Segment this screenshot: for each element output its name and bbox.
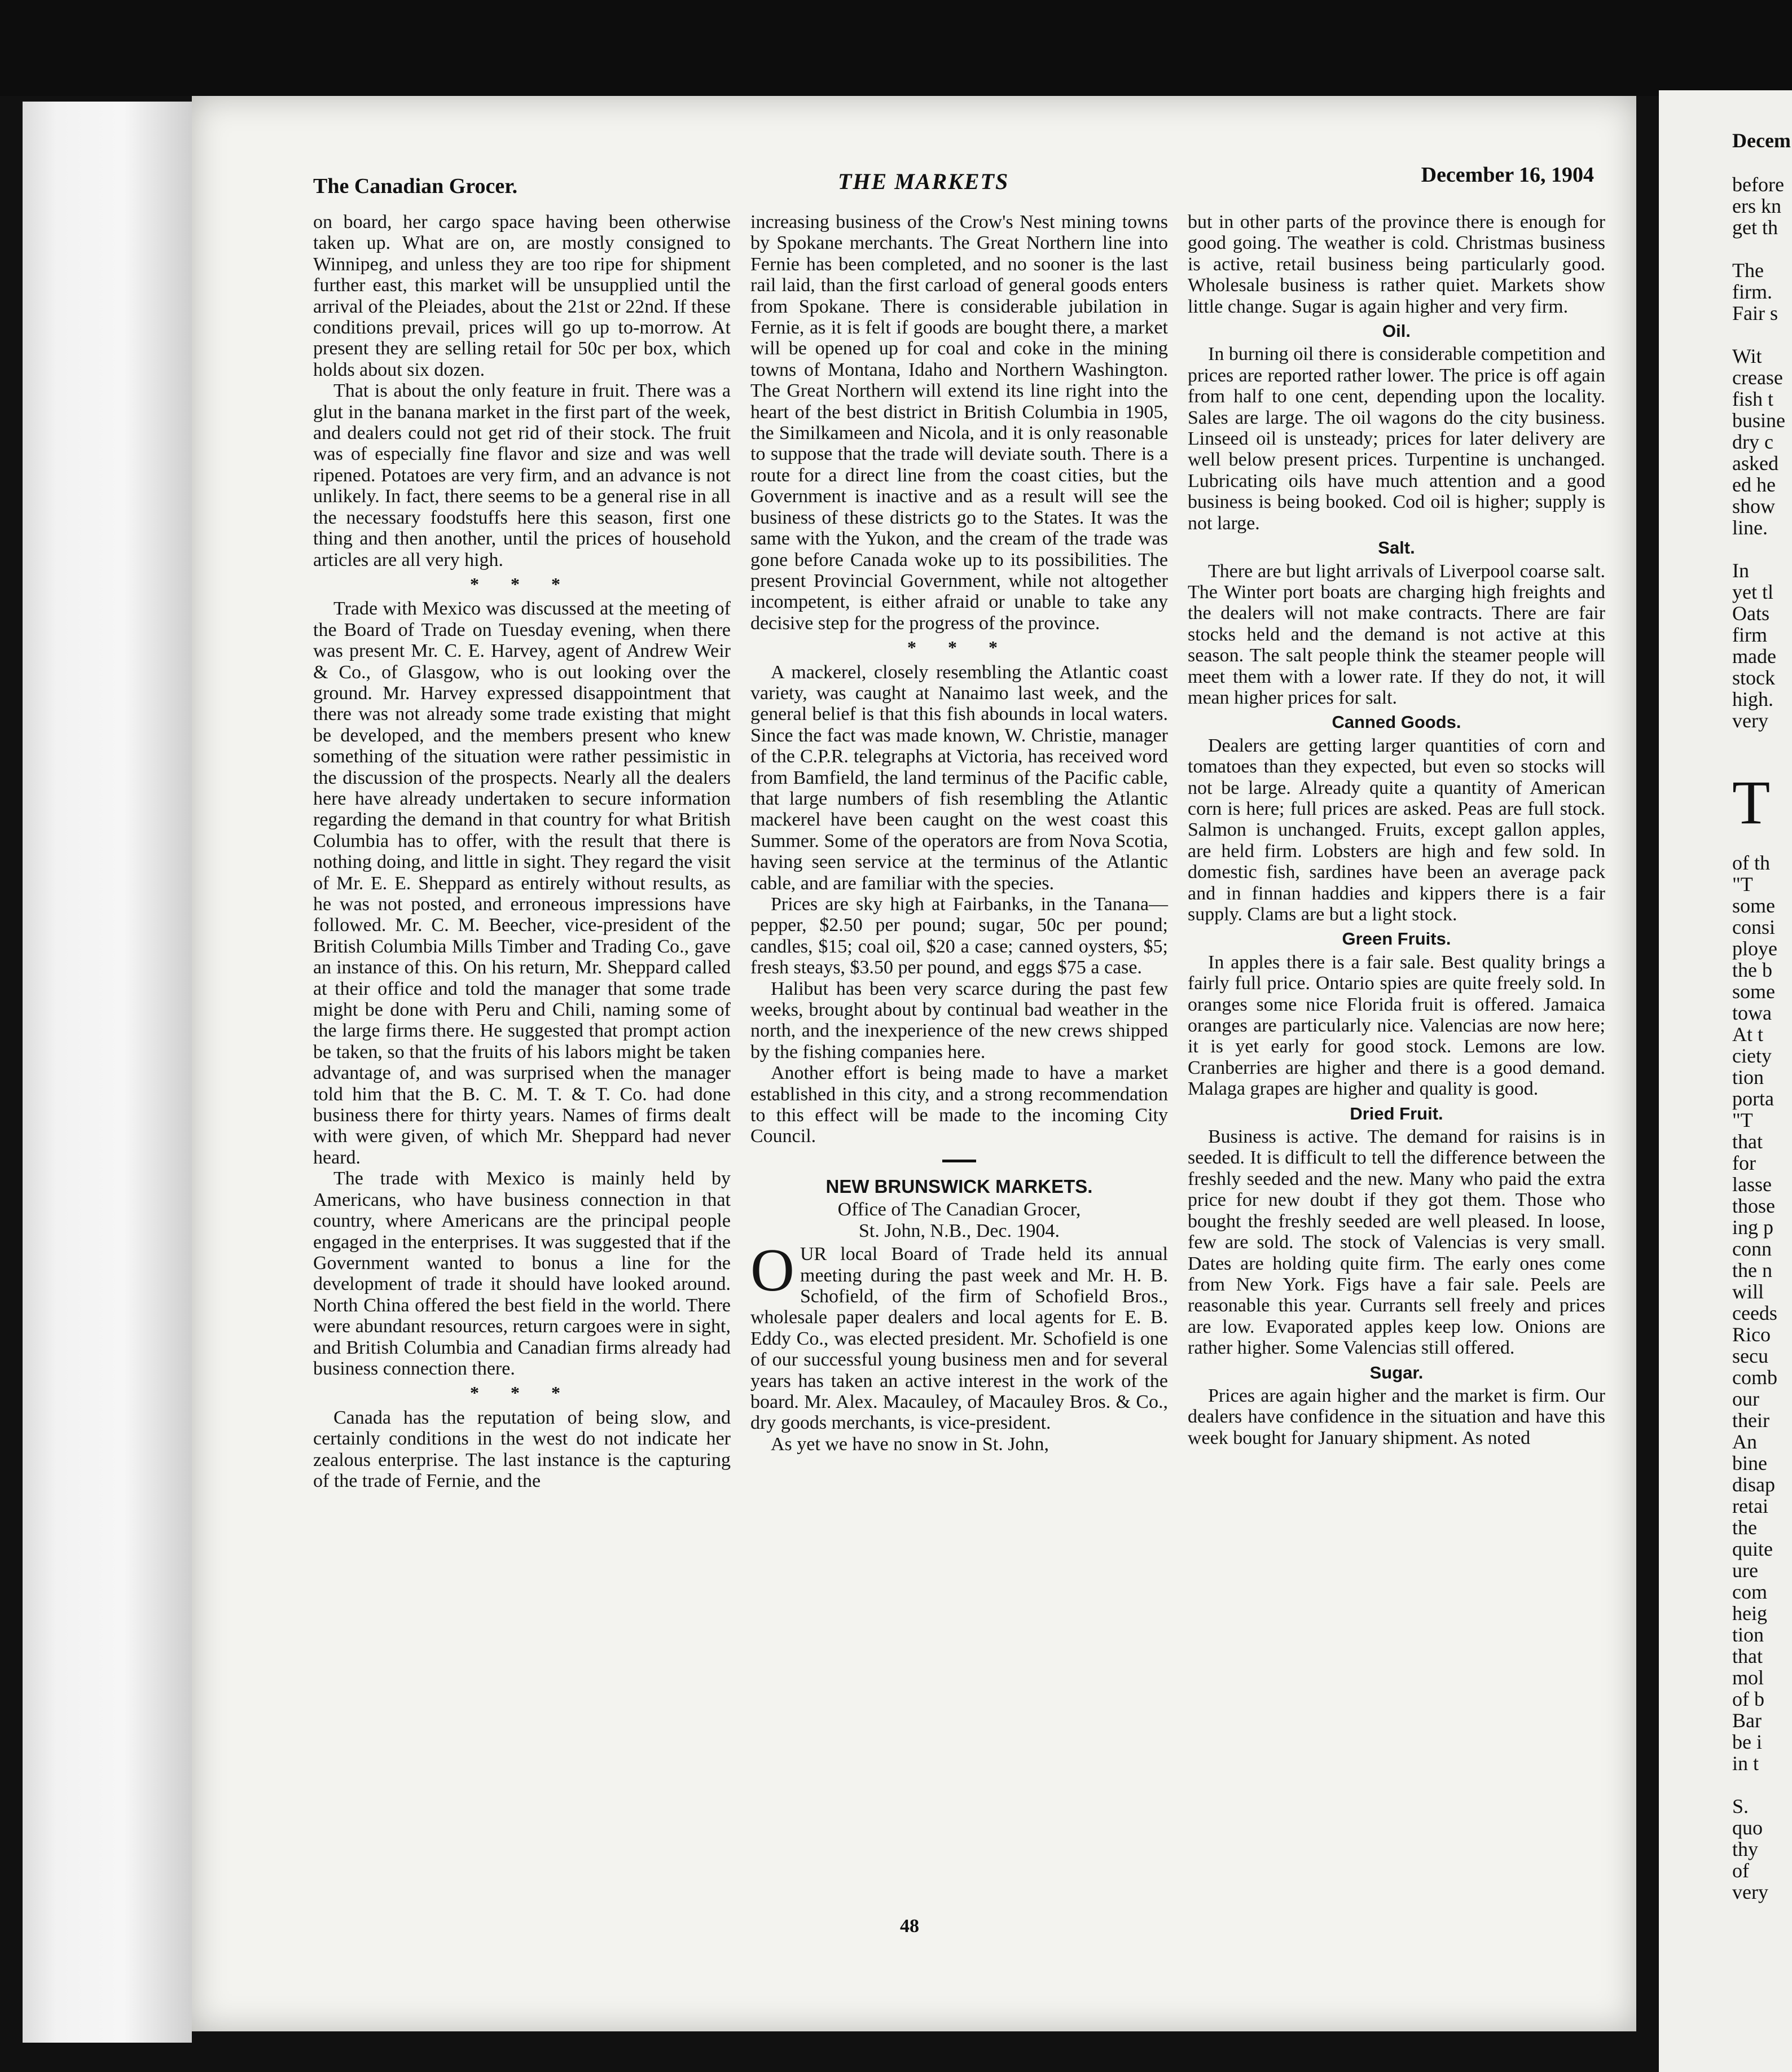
subhead-canned-goods: Canned Goods. <box>1332 712 1461 732</box>
adjacent-line: secu <box>1732 1345 1768 1367</box>
adjacent-line: "T <box>1732 1109 1753 1131</box>
adjacent-line: the <box>1732 1516 1757 1539</box>
adjacent-line: T <box>1732 768 1771 837</box>
paragraph: Halibut has been very scarce during the past few weeks, brought about by continual bad weather in the north, and the inexperience of the new crews shipped by the fishing companies here. <box>750 978 1168 1063</box>
adjacent-line: asked <box>1732 452 1778 475</box>
section-divider: * * * <box>470 1382 574 1403</box>
subhead-dried-fruit: Dried Fruit. <box>1350 1103 1443 1123</box>
adjacent-line: of b <box>1732 1688 1764 1710</box>
adjacent-line: ing p <box>1732 1216 1774 1239</box>
adjacent-line: quo <box>1732 1816 1763 1839</box>
paragraph: A mackerel, closely resembling the Atlantic coast variety, was caught at Nanaimo last week, and the general belief is that this fish abounds in local waters. Since the fact was made known, W. Christie, manager of the C.P.R. telegraphs at Victoria, has received word from Bamfield, the land terminus of the Pacific cable, that large numbers of fish resembling the Atlantic mackerel have been caught on the west coast this Summer. Some of the operators are from Nova Scotia, having seen service at the terminus of the Atlantic cable, and are familiar with the species. <box>750 661 1168 894</box>
adjacent-line: tion <box>1732 1066 1764 1088</box>
publication-name: The Canadian Grocer. <box>313 174 518 198</box>
paragraph: Canada has the reputation of being slow, and certainly conditions in the west do not indicate her zealous enterprise. The last instance is the capturing of the trade of Fernie, and the <box>313 1407 731 1491</box>
adjacent-line: made <box>1732 645 1776 668</box>
adjacent-line: ceeds <box>1732 1302 1777 1324</box>
adjacent-line: dry c <box>1732 431 1773 453</box>
paragraph: but in other parts of the province there is enough for good going. The weather is cold. Christmas business is active, retail business being particularly good. Wholesale business is rather quiet. Markets show little change. Sugar is again higher and very firm. <box>1188 212 1605 317</box>
subhead-oil: Oil. <box>1382 321 1411 341</box>
subhead-salt: Salt. <box>1378 538 1415 558</box>
adjacent-line: line. <box>1732 516 1768 539</box>
adjacent-line: some <box>1732 894 1775 917</box>
page-header <box>313 163 1594 202</box>
newspaper-page <box>192 96 1636 2031</box>
paragraph: That is about the only feature in fruit. There was a glut in the banana market in the first part of the week, and dealers could not get rid of their stock. The fruit was of especially fine flavor and size and was well ripened. Potatoes are very firm, and an advance is not unlikely. In fact, there seems to be a general rise in all the necessary foodstuffs here this season, first one thing and then another, until the prices of household articles are all very high. <box>313 380 731 570</box>
adjacent-line: of th <box>1732 851 1770 874</box>
adjacent-line: ure <box>1732 1559 1758 1582</box>
paragraph: There are but light arrivals of Liverpool coarse salt. The Winter port boats are charging high freights and the dealers will not make contracts. There are fair stocks held and the demand is not active at this season. The salt people think the steamer people will meet them with a lower rate. If they do not, it will mean higher prices for salt. <box>1188 560 1605 708</box>
adjacent-line: those <box>1732 1195 1775 1217</box>
paragraph: Another effort is being made to have a market established in this city, and a strong recommendation to this effect will be made to the incoming City Council. <box>750 1063 1168 1147</box>
paragraph: on board, her cargo space having been otherwise taken up. What are on, are mostly consigned to Winnipeg, and unless they are too ripe for shipment further east, this market will be unsupplied until the arrival of the Pleiades, about the 21st or 22nd. If these conditions prevail, prices will go up to-morrow. At present they are selling retail for 50c per box, which holds about six dozen. <box>313 212 731 380</box>
adjacent-line: crease <box>1732 366 1783 389</box>
adjacent-line: ploye <box>1732 937 1777 960</box>
paragraph: In apples there is a fair sale. Best quality brings a fairly full price. Ontario spies are quite freely sold. In oranges some nice Florida fruit is offered. Jamaica oranges are particularly nice. Valencias are now here; it is yet early for good stock. Lemons are low. Cranberries are higher and there is a good demand. Malaga grapes are higher and quality is good. <box>1188 951 1605 1100</box>
dateline-place: St. John, N.B., Dec. 1904. <box>858 1220 1060 1241</box>
paragraph: Trade with Mexico was discussed at the meeting of the Board of Trade on Tuesday evening, when there was present Mr. C. E. Harvey, agent of Andrew Weir & Co., of Glasgow, who is out looking over the ground. Mr. Harvey expressed disappointment that there was not already some trade existing that might be developed, and the members present who knew something of the situation were rather pessimistic in the discussion of the prospects. Nearly all the dealers here have already undertaken to secure information regarding the demand in that country for what British Columbia has to offer, with the result that there is nothing doing, and little in sight. They regard the visit of Mr. E. E. Sheppard as entirely without results, as he was not posted, and erroneous impressions have followed. Mr. C. M. Beecher, vice-president of the British Columbia Mills Timber and Trading Co., gave an instance of this. On his return, Mr. Sheppard called at their office and told the manager that some trade might be done with Peru and Chili, naming some of the large firms there. He suggested that prompt action be taken, so that the fruits of his labors might be taken advantage of, and was surprised when the manager told him that the B. C. M. T. & T. Co. had done business there for thirty years. Names of firms dealt with were given, of which Mr. Sheppard had never heard. <box>313 598 731 1168</box>
scan-background-top <box>0 0 1792 96</box>
column-3 <box>1188 212 1605 1448</box>
adjacent-page-lines <box>1659 151 1792 1903</box>
subhead-sugar: Sugar. <box>1369 1362 1424 1382</box>
adjacent-line: ciety <box>1732 1044 1772 1067</box>
adjacent-line: very <box>1732 1881 1768 1903</box>
adjacent-line: for <box>1732 1152 1756 1174</box>
adjacent-line <box>1659 324 1792 345</box>
adjacent-line: "T <box>1732 873 1753 895</box>
adjacent-line: ed he <box>1732 473 1776 496</box>
paragraph: increasing business of the Crow's Nest mining towns by Spokane merchants. The Great Northern line into Fernie has been completed, and no sooner is the last rail laid, than the first carload of general goods enters from Spokane. There is considerable jubilation in Fernie, as it is felt if goods are bought there, a market will be opened up for coal and coke in the mining towns of Montana, Idaho and Northern Washington. The Great Northern will extend its line right into the heart of the best district in British Columbia in 1905, the Similkameen and Nicola, and it is only reasonable to suppose that the trade will deviate south. There is a route for a direct line from the coast cities, but the Government is inactive and as a result will see the business of these districts go to the States. It was the same with the Yukon, and the cream of the trade was gone before Canada woke up to its possibilities. The present Provincial Government, while not altogether incompetent, is either afraid or unable to take any decisive step for the progress of the province. <box>750 212 1168 634</box>
paragraph: In burning oil there is considerable competition and prices are reported rather lower. The price is off again from half to one cent, depending upon the locality. Sales are large. The oil wagons do the city business. Linseed oil is unsteady; prices for later delivery are well below present prices. Turpentine is unchanged. Lubricating oils have much attention and a good business is being booked. Cod oil is higher; supply is not large. <box>1188 344 1605 534</box>
adjacent-line: our <box>1732 1388 1759 1410</box>
adjacent-line: very <box>1732 709 1768 732</box>
adjacent-line: their <box>1732 1409 1769 1432</box>
section-title: THE MARKETS <box>838 169 1009 194</box>
adjacent-line: that <box>1732 1130 1763 1153</box>
adjacent-line: get th <box>1732 216 1778 239</box>
adjacent-line: com <box>1732 1581 1767 1603</box>
paragraph: UR local Board of Trade held its annual meeting during the past week and Mr. H. B. Schofield, of the firm of Schofield Bros., wholesale paper dealers and local agents for E. B. Eddy Co., was elected president. Mr. Schofield is one of our successful young business men and for several years has taken an active interest in the work of the board. Mr. Alex. Macauley, of Macauley Bros. & Co., dry goods merchants, is vice-president. <box>750 1244 1168 1434</box>
drop-cap: O <box>750 1237 794 1305</box>
issue-date: December 16, 1904 <box>1421 163 1594 187</box>
paragraph: Business is active. The demand for raisins is in seeded. It is difficult to tell the difference between the freshly seeded and the new. Many who paid the extra price for new doubt if they got them. Those who bought the freshly seeded are well pleased. In loose, few are sold. The stock of Valencias is very small. Dates are holding quite firm. The early ones come from New York. Figs have a fair sale. Peels are reasonable this year. Currants sell freely and prices are low. Evaporated apples keep low. Onions are rather higher. Some Valencias still offered. <box>1188 1126 1605 1359</box>
adjacent-line: S. <box>1732 1795 1749 1818</box>
adjacent-line: Bar <box>1732 1709 1762 1732</box>
adjacent-line: the n <box>1732 1259 1772 1281</box>
adjacent-line: Rico <box>1732 1323 1771 1346</box>
adjacent-line: conn <box>1732 1237 1772 1260</box>
adjacent-line: of <box>1732 1859 1749 1882</box>
adjacent-line: yet tl <box>1732 581 1773 603</box>
adjacent-line: comb <box>1732 1366 1777 1389</box>
adjacent-line: ers kn <box>1732 195 1781 217</box>
adjacent-line <box>1659 538 1792 560</box>
adjacent-line: that <box>1732 1645 1763 1667</box>
adjacent-line: fish t <box>1732 388 1774 410</box>
article-headline: NEW BRUNSWICK MARKETS. <box>825 1175 1093 1197</box>
adjacent-line: some <box>1732 980 1775 1003</box>
adjacent-line <box>1659 238 1792 260</box>
column-1 <box>313 212 731 1491</box>
section-divider: * * * <box>470 573 574 594</box>
paragraph: Prices are again higher and the market is firm. Our dealers have confidence in the situation and have this week bought for January shipment. As noted <box>1188 1385 1605 1448</box>
adjacent-page-fragment <box>1659 90 1792 2072</box>
adjacent-line: lasse <box>1732 1173 1772 1196</box>
adjacent-line: will <box>1732 1280 1764 1303</box>
adjacent-line <box>1659 753 1792 774</box>
adjacent-line: tion <box>1732 1623 1764 1646</box>
page-number: 48 <box>900 1916 919 1937</box>
paragraph: Prices are sky high at Fairbanks, in the Tanana—pepper, $2.50 per pound; sugar, 50c per pound; candles, $15; coal oil, $20 a case; canned oysters, $5; fresh steays, $3.50 per pound, and eggs $75 a case. <box>750 894 1168 978</box>
subhead-green-fruits: Green Fruits. <box>1342 929 1451 949</box>
section-divider: * * * <box>907 637 1011 658</box>
adjacent-line: mol <box>1732 1666 1764 1689</box>
book-page-edge <box>23 102 192 2043</box>
adjacent-line: towa <box>1732 1002 1772 1024</box>
adjacent-line: porta <box>1732 1087 1774 1110</box>
adjacent-line: in t <box>1732 1752 1759 1775</box>
adjacent-line: consi <box>1732 916 1775 938</box>
adjacent-line: the b <box>1732 959 1772 981</box>
adjacent-line: show <box>1732 495 1776 517</box>
dateline-office: Office of The Canadian Grocer, <box>837 1199 1081 1221</box>
adjacent-line: before <box>1732 173 1784 196</box>
adjacent-line: retai <box>1732 1495 1768 1517</box>
adjacent-line: The <box>1732 259 1764 282</box>
paragraph: The trade with Mexico is mainly held by Americans, who have business connection in that country, where Americans are the principal people engaged in the enterprises. It was suggested that if the Government wanted to bonus a line for the development of trade it should have looked around. North China offered the best field in the world. There were abundant resources, return cargoes were in sight, and British Columbia and Canadian firms already had business connection there. <box>313 1168 731 1379</box>
adjacent-line: high. <box>1732 688 1774 710</box>
adjacent-line: be i <box>1732 1731 1762 1753</box>
adjacent-line: stock <box>1732 666 1775 689</box>
adjacent-line: thy <box>1732 1838 1759 1860</box>
adjacent-line: disap <box>1732 1473 1775 1496</box>
column-2 <box>750 212 1168 1455</box>
adjacent-line <box>1659 731 1792 753</box>
adjacent-page-header: Decem <box>1732 129 1791 152</box>
adjacent-line <box>1659 1774 1792 1796</box>
adjacent-line: Oats <box>1732 602 1769 625</box>
adjacent-line: Wit <box>1732 345 1762 367</box>
adjacent-line: In <box>1732 559 1749 582</box>
adjacent-line: At t <box>1732 1023 1764 1046</box>
adjacent-line: quite <box>1732 1538 1773 1560</box>
adjacent-line: bine <box>1732 1452 1767 1474</box>
adjacent-line: heig <box>1732 1602 1767 1625</box>
paragraph: Dealers are getting larger quantities of corn and tomatoes than they expected, but even so stocks will not be large. Already quite a quantity of American corn is here; full prices are asked. Peas are full stock. Salmon is unchanged. Fruits, except gallon apples, are held firm. Lobsters are high and few sold. In domestic fish, sardines have been an average pack and in finnan haddies and kippers there is a fair supply. Clams are but a light stock. <box>1188 735 1605 925</box>
paragraph: As yet we have no snow in St. John, <box>771 1433 1049 1455</box>
adjacent-line: An <box>1732 1430 1757 1453</box>
adjacent-line: firm <box>1732 624 1767 646</box>
adjacent-line: Fair s <box>1732 302 1778 324</box>
adjacent-line: busine <box>1732 409 1785 432</box>
horizontal-rule <box>942 1160 976 1162</box>
adjacent-line <box>1659 831 1792 852</box>
adjacent-line: firm. <box>1732 280 1772 303</box>
lead-paragraph <box>750 1237 1168 1434</box>
